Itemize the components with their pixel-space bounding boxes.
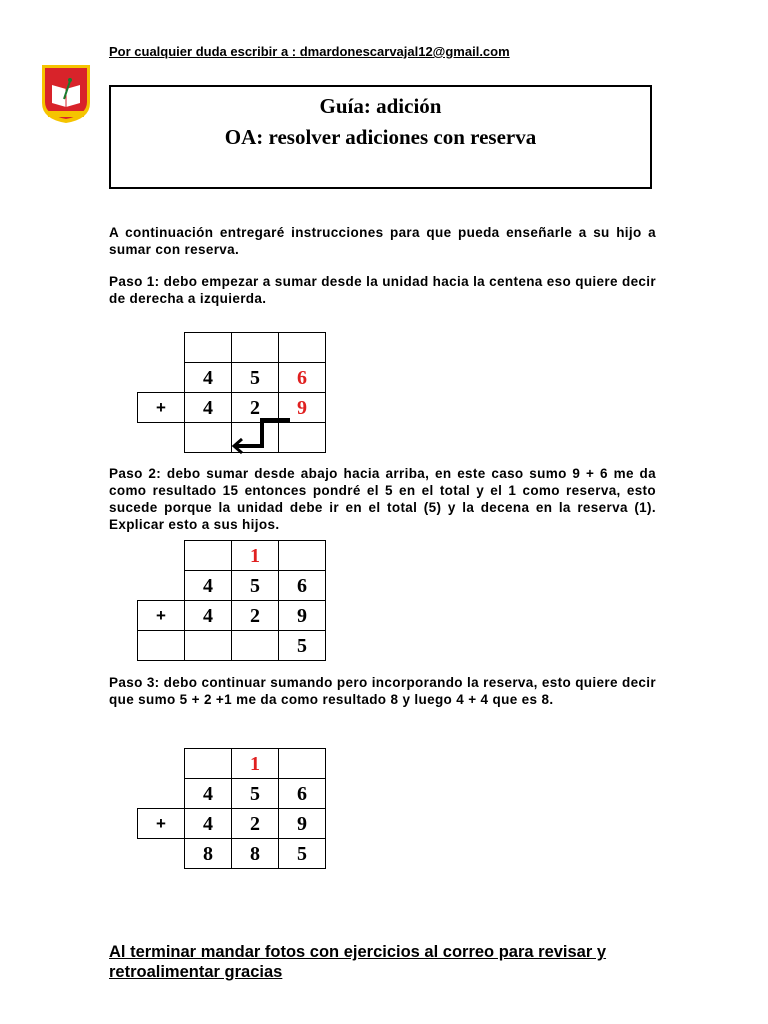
- grid-cell: [138, 779, 185, 809]
- grid-row-addend1: [138, 363, 326, 393]
- grid-cell: 2: [232, 601, 279, 631]
- plus-sign-cell: +: [138, 809, 185, 839]
- grid-cell: [138, 423, 185, 453]
- grid-cell: [279, 749, 326, 779]
- grid-row-carry: [138, 749, 326, 779]
- grid-cell: 9: [279, 809, 326, 839]
- grid-cell: 9: [279, 601, 326, 631]
- step3-paragraph: Paso 3: debo continuar sumando pero incorporando la reserva, esto quiere decir que sumo 5 + 2 +1 me da como resultado 8 y luego 4 + 4 que es 8.: [109, 675, 656, 707]
- grid-cell: 6: [279, 571, 326, 601]
- intro-paragraph: A continuación entregaré instrucciones para que pueda enseñarle a su hijo a sumar con reserva.: [109, 225, 656, 257]
- grid-cell: 4: [185, 779, 232, 809]
- grid-cell: [279, 541, 326, 571]
- grid-cell: 5: [232, 363, 279, 393]
- grid-row-addend1: [138, 779, 326, 809]
- step2-addition-grid: [137, 540, 326, 661]
- grid-cell: 4: [185, 601, 232, 631]
- closing-instruction: Al terminar mandar fotos con ejercicios al correo para revisar y retroalimentar gracias: [109, 943, 607, 981]
- grid-cell: 4: [185, 571, 232, 601]
- objective-title: OA: resolver adiciones con reserva: [224, 125, 537, 149]
- grid-cell: 5: [232, 571, 279, 601]
- grid-cell: 8: [232, 839, 279, 869]
- grid-row-carry: [138, 541, 326, 571]
- grid-row-carry: [138, 333, 326, 363]
- guide-title: Guía: adición: [319, 94, 442, 118]
- grid-cell: [232, 631, 279, 661]
- grid-row-addend1: [138, 571, 326, 601]
- grid-cell: [185, 631, 232, 661]
- grid-cell: [185, 749, 232, 779]
- grid-cell: 2: [232, 809, 279, 839]
- grid-cell: [138, 571, 185, 601]
- contact-email-line: Por cualquier duda escribir a : dmardonescarvajal12@gmail.com: [109, 44, 510, 59]
- grid-cell: 5: [232, 779, 279, 809]
- grid-cell: [232, 333, 279, 363]
- grid-row-addend2: [138, 601, 326, 631]
- grid-cell: [185, 541, 232, 571]
- grid-cell: 8: [185, 839, 232, 869]
- grid-row-addend2: [138, 809, 326, 839]
- plus-sign-cell: +: [138, 393, 185, 423]
- school-logo: [40, 63, 92, 125]
- plus-sign-cell: +: [138, 601, 185, 631]
- grid-cell: 9: [279, 393, 326, 423]
- carry-cell: 1: [232, 541, 279, 571]
- grid-cell: 6: [279, 779, 326, 809]
- carry-cell: 1: [232, 749, 279, 779]
- grid-cell: 6: [279, 363, 326, 393]
- grid-row-total: [138, 631, 326, 661]
- grid-cell: [138, 631, 185, 661]
- grid-cell: 5: [279, 839, 326, 869]
- grid-cell: 4: [185, 809, 232, 839]
- grid-cell: [185, 333, 232, 363]
- direction-arrow-icon: [224, 416, 294, 456]
- grid-cell: 2: [232, 393, 279, 423]
- grid-cell: [279, 333, 326, 363]
- grid-cell: [138, 541, 185, 571]
- grid-row-total: [138, 839, 326, 869]
- step1-paragraph: Paso 1: debo empezar a sumar desde la unidad hacia la centena eso quiere decir de derecha a izquierda.: [109, 274, 656, 306]
- grid-cell: 4: [185, 363, 232, 393]
- grid-cell: 4: [185, 393, 232, 423]
- grid-cell: [138, 333, 185, 363]
- title-box: [109, 85, 652, 189]
- grid-cell: [138, 363, 185, 393]
- step2-paragraph: Paso 2: debo sumar desde abajo hacia arriba, en este caso sumo 9 + 6 me da como resultado 15 entonces pondré el 5 en el total y el 1 como reserva, esto sucede porque la unidad debe ir en el total (5) y la decena en la reserva (1). Explicar esto a sus hijos.: [109, 466, 656, 532]
- step3-addition-grid: [137, 748, 326, 869]
- grid-cell: 5: [279, 631, 326, 661]
- grid-cell: [138, 839, 185, 869]
- grid-cell: [138, 749, 185, 779]
